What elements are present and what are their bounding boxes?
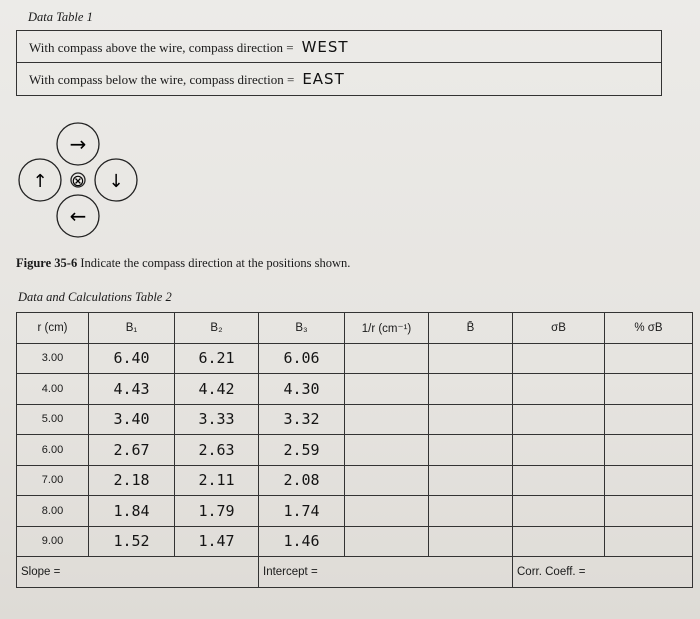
cell-inverse-r[interactable]: [345, 526, 429, 557]
figure-caption: [16, 256, 350, 271]
figure-number: Figure 35-6: [16, 256, 78, 270]
intercept-field[interactable]: Intercept =: [259, 557, 513, 588]
row-label: With compass above the wire, compass direction =: [29, 40, 294, 55]
cell-r: 6.00: [17, 435, 89, 466]
header-b3: B₃: [259, 313, 345, 344]
table-header-row: [17, 313, 693, 344]
cell-percent-sigma-b[interactable]: [605, 526, 693, 557]
arrow-top-icon: →: [69, 132, 87, 156]
compass-direction-above[interactable]: WEST: [301, 38, 349, 56]
cell-inverse-r[interactable]: [345, 435, 429, 466]
cell-percent-sigma-b[interactable]: [605, 435, 693, 466]
header-r: r (cm): [17, 313, 89, 344]
cell-b3[interactable]: 1.46: [259, 526, 345, 557]
cell-r: 4.00: [17, 374, 89, 405]
cell-sigma-b[interactable]: [513, 465, 605, 496]
table-row: [17, 32, 661, 63]
cell-b-mean[interactable]: [429, 465, 513, 496]
data-table-2-title: Data and Calculations Table 2: [18, 290, 172, 304]
figure-caption-text: Indicate the compass direction at the positions shown.: [80, 256, 351, 270]
cell-percent-sigma-b[interactable]: [605, 465, 693, 496]
header-b1: B₁: [89, 313, 175, 344]
cell-r: 3.00: [17, 343, 89, 374]
cell-b-mean[interactable]: [429, 526, 513, 557]
header-b2: B₂: [175, 313, 259, 344]
cell-b-mean[interactable]: [429, 374, 513, 405]
cell-b2[interactable]: 3.33: [175, 404, 259, 435]
cell-sigma-b[interactable]: [513, 496, 605, 527]
data-table-2: [16, 312, 693, 588]
cell-inverse-r[interactable]: [345, 465, 429, 496]
cell-sigma-b[interactable]: [513, 374, 605, 405]
cell-inverse-r[interactable]: [345, 496, 429, 527]
cell-b1[interactable]: 2.18: [89, 465, 175, 496]
row-label: With compass below the wire, compass direction =: [29, 72, 295, 87]
cell-sigma-b[interactable]: [513, 526, 605, 557]
arrow-right-icon: ↓: [108, 171, 124, 192]
corr-coeff-field[interactable]: Corr. Coeff. =: [513, 557, 693, 588]
table-row: [17, 64, 661, 95]
cell-b-mean[interactable]: [429, 343, 513, 374]
cell-percent-sigma-b[interactable]: [605, 343, 693, 374]
cell-percent-sigma-b[interactable]: [605, 496, 693, 527]
table-row: [17, 496, 693, 527]
table-row: [17, 404, 693, 435]
compass-diagram: [18, 122, 138, 238]
header-sigma-b: σB: [513, 313, 605, 344]
cell-r: 5.00: [17, 404, 89, 435]
cell-b1[interactable]: 3.40: [89, 404, 175, 435]
arrow-left-icon: ↑: [32, 171, 48, 192]
cell-sigma-b[interactable]: [513, 404, 605, 435]
cell-b3[interactable]: 4.30: [259, 374, 345, 405]
cell-percent-sigma-b[interactable]: [605, 374, 693, 405]
cell-b1[interactable]: 4.43: [89, 374, 175, 405]
table-row: [17, 465, 693, 496]
data-table-1-title: Data Table 1: [28, 10, 93, 24]
cell-r: 9.00: [17, 526, 89, 557]
cell-b2[interactable]: 2.63: [175, 435, 259, 466]
cell-b-mean[interactable]: [429, 404, 513, 435]
cell-r: 7.00: [17, 465, 89, 496]
cell-b-mean[interactable]: [429, 496, 513, 527]
data-table-1: [16, 30, 662, 96]
cell-b3[interactable]: 3.32: [259, 404, 345, 435]
header-percent-sigma-b: % σB: [605, 313, 693, 344]
cell-percent-sigma-b[interactable]: [605, 404, 693, 435]
cell-b2[interactable]: 6.21: [175, 343, 259, 374]
table-row: [17, 435, 693, 466]
slope-field[interactable]: Slope =: [17, 557, 259, 588]
cell-b2[interactable]: 1.79: [175, 496, 259, 527]
cell-b3[interactable]: 6.06: [259, 343, 345, 374]
arrow-bottom-icon: ←: [69, 204, 87, 228]
cell-inverse-r[interactable]: [345, 374, 429, 405]
table-footer-row: [17, 557, 693, 588]
cell-inverse-r[interactable]: [345, 404, 429, 435]
header-inverse-r: 1/r (cm⁻¹): [345, 313, 429, 344]
table-row: [17, 374, 693, 405]
cell-b2[interactable]: 4.42: [175, 374, 259, 405]
cell-r: 8.00: [17, 496, 89, 527]
cell-b3[interactable]: 2.08: [259, 465, 345, 496]
cell-b2[interactable]: 2.11: [175, 465, 259, 496]
cell-b2[interactable]: 1.47: [175, 526, 259, 557]
header-b-mean: B̄: [429, 313, 513, 344]
cell-b1[interactable]: 6.40: [89, 343, 175, 374]
cell-b3[interactable]: 1.74: [259, 496, 345, 527]
current-into-page-icon: ⊗: [71, 171, 85, 190]
cell-b3[interactable]: 2.59: [259, 435, 345, 466]
table-row: [17, 526, 693, 557]
cell-b1[interactable]: 1.84: [89, 496, 175, 527]
cell-inverse-r[interactable]: [345, 343, 429, 374]
cell-b1[interactable]: 1.52: [89, 526, 175, 557]
cell-b-mean[interactable]: [429, 435, 513, 466]
cell-sigma-b[interactable]: [513, 435, 605, 466]
cell-b1[interactable]: 2.67: [89, 435, 175, 466]
compass-direction-below[interactable]: EAST: [302, 70, 345, 88]
cell-sigma-b[interactable]: [513, 343, 605, 374]
table-row: [17, 343, 693, 374]
